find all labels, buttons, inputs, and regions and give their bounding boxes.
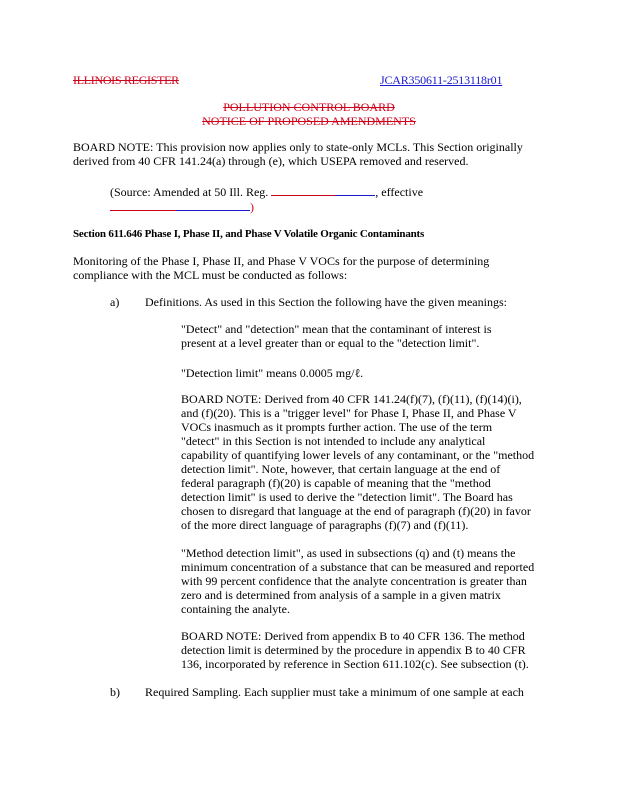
section-heading: Section 611.646 Phase I, Phase II, and Phase V Volatile Organic Contaminants — [73, 228, 425, 240]
board-note-3-line: BOARD NOTE: Derived from appendix B to 40 CFR 136. The method — [181, 629, 525, 643]
item-b-label: b) — [110, 685, 120, 699]
board-note-3-line: detection limit is determined by the procedure in appendix B to 40 CFR — [181, 643, 526, 657]
board-note-1-line2: derived from 40 CFR 141.24(a) through (e), which USEPA removed and reserved. — [73, 154, 469, 168]
source-close: ) — [250, 200, 254, 214]
board-note-2-line: detection limit". Note, however, that certain language at the end of — [181, 462, 501, 476]
def-detect-line1: "Detect" and "detection" mean that the contaminant of interest is — [181, 322, 492, 336]
def-detect-line2: present at a level greater than or equal to the "detection limit". — [181, 336, 480, 350]
board-note-2-line: BOARD NOTE: Derived from 40 CFR 141.24(f)(7), (f)(11), (f)(14)(i), — [181, 392, 522, 406]
board-note-2-line: VOCs inasmuch as it prompts further action. The use of the term — [181, 420, 493, 434]
def-method-line: with 99 percent confidence that the analyte concentration is greater than — [181, 574, 527, 588]
item-b-text: Required Sampling. Each supplier must take a minimum of one sample at each — [145, 685, 524, 699]
source-blank-eff-ins — [176, 200, 250, 211]
item-a-label: a) — [110, 295, 120, 309]
def-method-line: containing the analyte. — [181, 602, 290, 616]
source-line — [110, 185, 550, 200]
register-name: ILLINOIS REGISTER — [73, 73, 179, 87]
board-note-2-line: detection limit" is used to derive the "detection limit". The Board has — [181, 490, 513, 504]
source-blank-eff — [110, 200, 176, 211]
source-line-2 — [110, 200, 310, 215]
source-effective: , effective — [375, 185, 424, 199]
item-a-text: Definitions. As used in this Section the following have the given meanings: — [145, 295, 507, 309]
def-method-line: zero and is determined from analysis of a sample in a given matrix — [181, 588, 501, 602]
def-method-line: "Method detection limit", as used in subsections (q) and (t) means the — [181, 546, 516, 560]
jcar-code: JCAR350611-2513118r01 — [380, 73, 503, 87]
board-note-2-line: federal paragraph (f)(20) is capable of meaning that the "method — [181, 476, 491, 490]
board-note-2-line: and (f)(20). This is a "trigger level" for Phase I, Phase II, and Phase V — [181, 406, 517, 420]
def-method-line: minimum concentration of a substance that can be measured and reported — [181, 560, 535, 574]
board-note-2-line: chosen to disregard that language at the end of paragraph (f)(20) in favor — [181, 504, 531, 518]
source-blank-reg-ins — [335, 185, 375, 196]
monitoring-line2: compliance with the MCL must be conducted as follows: — [73, 268, 348, 282]
source-text: (Source: Amended at 50 Ill. Reg. — [110, 185, 269, 199]
board-note-2-line: "detect" in this Section is not intended to include any analytical — [181, 434, 486, 448]
board-note-2-line: of the more direct language of paragraphs (f)(7) and (f)(11). — [181, 518, 469, 532]
board-note-1-line1: BOARD NOTE: This provision now applies only to state-only MCLs. This Section originally — [73, 140, 523, 154]
board-note-2-line: capability of quantifying lower levels of any contaminant, or the "method — [181, 448, 535, 462]
notice-title: NOTICE OF PROPOSED AMENDMENTS — [202, 114, 416, 128]
monitoring-line1: Monitoring of the Phase I, Phase II, and Phase V VOCs for the purpose of determining — [73, 254, 490, 268]
board-note-3-line: 136, incorporated by reference in Section 611.102(c). See subsection (t). — [181, 657, 529, 671]
source-blank-reg — [271, 185, 335, 196]
board-title: POLLUTION CONTROL BOARD — [223, 100, 395, 114]
def-limit-line1: "Detection limit" means 0.0005 mg/ℓ. — [181, 366, 364, 380]
